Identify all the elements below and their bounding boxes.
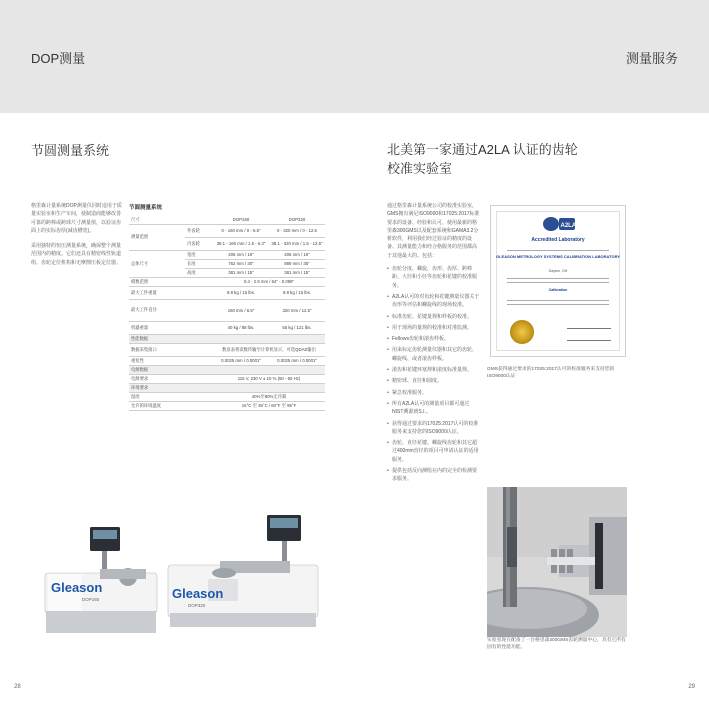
- dop320-gear-stage: [212, 568, 236, 578]
- dop160-base: [46, 611, 156, 633]
- list-item: • A2LA认可的对齿轮和花键测量仪器关于齿形等评估和螺旋线的现场校准。: [387, 293, 480, 310]
- dop160-display-screen: [93, 530, 117, 539]
- table-header-dop160: DOP160: [213, 216, 269, 224]
- dop320-display-screen: [270, 518, 298, 528]
- table-cell: 高度: [185, 268, 213, 277]
- table-row: [129, 392, 325, 401]
- table-cell: 0.4 - 2.5 mm / 64" - 0.098": [213, 277, 325, 286]
- table-cell: 38.1 - 160 mm / 1.5 - 6.3": [213, 237, 269, 250]
- gear-measuring-photo: [487, 487, 627, 637]
- table-cell: 数据采集接口: [129, 343, 213, 356]
- table-cell: 数显表将读数传输至计算机显示，可选QDAS输出: [213, 343, 325, 356]
- table-cell: 重复性: [129, 356, 213, 365]
- table-row: [129, 401, 325, 410]
- page-number-right: 29: [688, 684, 695, 690]
- table-cell: 0.0025 mm / 0.0001": [213, 356, 269, 365]
- table-row: [129, 250, 325, 259]
- table-cell: 外齿轮: [185, 224, 213, 237]
- table-cell: 8.8 kg / 15 lbs.: [213, 286, 269, 299]
- table-cell: 406 mm / 16": [213, 250, 269, 259]
- left-body-text: [31, 202, 123, 274]
- dop160-rail: [100, 569, 146, 579]
- table-cell: 长度: [185, 259, 213, 268]
- table-cell: 762 mm / 30": [213, 259, 269, 268]
- table-cell: 40 kg / 88 lbs.: [213, 321, 269, 334]
- table-cell: 55 kg / 121 lbs.: [269, 321, 325, 334]
- table-cell: 40%至80%无冷凝: [213, 392, 325, 401]
- table-row: [129, 277, 325, 286]
- table-cell: 内齿轮: [185, 237, 213, 250]
- header-band: [0, 0, 709, 113]
- table-cell: 最大工件重量: [129, 286, 213, 299]
- table-section-label: 环境要求: [129, 383, 325, 392]
- dop320-model-label: DOP320: [188, 603, 206, 608]
- certificate-location: Dayton, OH: [548, 269, 568, 273]
- dop160-brand-label: Gleason: [51, 580, 103, 595]
- table-cell: 0 - 160 mm / 0 - 6.5": [213, 224, 269, 237]
- table-cell: 0 - 320 mm / 0 - 12.5: [269, 224, 325, 237]
- table-cell: 160 mm / 6.5": [213, 299, 269, 321]
- table-cell: 尺寸: [129, 216, 185, 224]
- signature-line: [567, 340, 611, 341]
- right-body-text: [387, 202, 480, 487]
- a2la-logo-icon: [541, 214, 577, 234]
- table-cell: 测量范围: [129, 224, 185, 250]
- table-cell: 0.0025 mm / 0.0001": [269, 356, 325, 365]
- list-item: • Fellows齿轮和滚齿样板。: [387, 335, 480, 343]
- table-section-label: 性能数据: [129, 334, 325, 343]
- table-row: [129, 383, 325, 392]
- table-cell: 115 V, 230 V ± 10 % (50 - 60 Hz): [213, 374, 325, 383]
- page-number-left: 28: [14, 684, 21, 690]
- table-cell: 8.8 kg / 15 lbs.: [269, 286, 325, 299]
- table-cell: 406 mm / 16": [269, 250, 325, 259]
- spec-table: [129, 216, 325, 411]
- table-cell: 320 mm / 12.5": [269, 299, 325, 321]
- table-cell: 总体尺寸: [129, 250, 185, 277]
- table-cell: 15°C 至 35°C / 60°F 至 95°F: [213, 401, 325, 410]
- list-item: • 用来标定齿轮测量仪器和其它的齿轮、螺旋线、或者滚齿样板。: [387, 346, 480, 363]
- certificate-lab-name: GLEASON METROLOGY SYSTEMS CALIBRATION LABORATORY: [495, 254, 620, 259]
- certificate-caption: GMS获得通过要求的17025:2017认可的校准服务来支持您的ISO9000认证: [487, 367, 615, 379]
- table-cell: 允许的环境温度: [129, 401, 213, 410]
- certificate-field: Calibration: [548, 288, 568, 292]
- table-row: [129, 374, 325, 383]
- table-row: [129, 334, 325, 343]
- list-item: • 滚齿和花键环塞规和滚度标准量规。: [387, 366, 480, 374]
- header-left-title: DOP测量: [31, 51, 86, 66]
- table-row: [129, 356, 325, 365]
- list-item: • 精密球、直径和圆度。: [387, 377, 480, 385]
- table-row: [129, 216, 325, 224]
- table-row: [129, 224, 325, 237]
- certificate-title: Accredited Laboratory: [531, 237, 585, 243]
- header-right-title: 测量服务: [625, 51, 678, 66]
- table-cell: 湿度: [129, 392, 213, 401]
- right-intro: 通过格里森计量系统公司的校准实验室，GMS拥有满足ISO9000和17025:2017标准要求的设备、经验和认可。使用最新的格里森300GMS以及配套系统和GAMA3.2分析软件，利用我们经过验证的精度的设备、其测量能力和经合格服务的范围都高于其他最大的。包括：: [387, 203, 480, 259]
- table-row: [129, 343, 325, 356]
- table-cell: 模数范围: [129, 277, 213, 286]
- table-cell: 38.1 - 320 mm / 1.5 - 12.6": [269, 237, 325, 250]
- list-item: • 标准齿轮、花键量规和样板的校准。: [387, 313, 480, 321]
- table-cell: 宽度: [185, 250, 213, 259]
- photo-caption: 实验室现在配备了一台格里森300GMS齿轮测量中心，具有它所有固有的性能功能。: [487, 638, 626, 650]
- list-item: • 所有A2LA认可的测量项目都可通过NIST溯源到S.I.。: [387, 400, 480, 417]
- table-cell: 电源要求: [129, 374, 213, 383]
- dop160-machine-image: [40, 517, 168, 639]
- certificate-divider: [507, 282, 609, 283]
- dop320-base: [170, 613, 316, 627]
- list-item: • 齿轮分度、螺旋、齿形、齿厚、跨棒距、大径和小径等齿轮和花键的校准服务。: [387, 265, 480, 290]
- table-cell: 381 mm / 15": [213, 268, 269, 277]
- spec-table-title: 节圆测量系统: [129, 205, 163, 211]
- list-item: • 用于现场的量规的校准和对准监测。: [387, 324, 480, 332]
- certificate-divider: [507, 300, 609, 301]
- table-header-dop320: DOP320: [269, 216, 325, 224]
- table-cell: 381 mm / 15": [269, 268, 325, 277]
- table-row: [129, 286, 325, 299]
- certificate-divider: [507, 250, 609, 251]
- table-row: [129, 365, 325, 374]
- table-section-label: 电源数据: [129, 365, 325, 374]
- left-paragraph-2: 采用独特的恒压测量系统，确保整个测量范围内的精度。它们还具有精密线性轨道组、齿轮定位机构和无摩擦压板定位器。: [31, 243, 122, 266]
- table-cell: 机器重量: [129, 321, 213, 334]
- list-item: • 提供包括反向测绘在内的完全的检测要求服务。: [387, 467, 480, 484]
- table-row: [129, 299, 325, 321]
- list-item: • 获得通过要求的17025:2017认可的校准服务来支持您的ISO9000认证。: [387, 420, 480, 437]
- right-section-title: 北美第一家通过A2LA 认证的齿轮校准实验室: [387, 142, 578, 176]
- service-list: [387, 265, 480, 484]
- list-item: • 紧急校准服务。: [387, 389, 480, 397]
- dop160-model-label: DOP160: [82, 597, 100, 602]
- certificate-divider: [507, 304, 609, 305]
- table-cell: 889 mm / 35": [269, 259, 325, 268]
- list-item: • 齿轮、直径花键、螺旋线齿轮和其它超过400mm直径的项目可申请认证的适用服务。: [387, 439, 480, 464]
- a2la-certificate: [490, 205, 626, 357]
- signature-line: [567, 328, 611, 329]
- dop320-brand-label: Gleason: [172, 586, 224, 601]
- a2la-logo-text: A2LA: [560, 223, 577, 229]
- table-row: [129, 321, 325, 334]
- gold-seal-icon: [510, 320, 534, 344]
- left-paragraph-1: 格里森计量系统DOP测量仪同时适用于质量实验室和生产车间，使制造商能够改善可靠的跨棒或跨球尺寸测量值，以验证齿面上的实际齿厚(减齿槽宽)。: [31, 203, 122, 234]
- table-cell: 最大工件直径: [129, 299, 213, 321]
- dop320-machine-image: [160, 513, 320, 629]
- left-section-title: 节圆测量系统: [31, 143, 110, 158]
- certificate-divider: [507, 278, 609, 279]
